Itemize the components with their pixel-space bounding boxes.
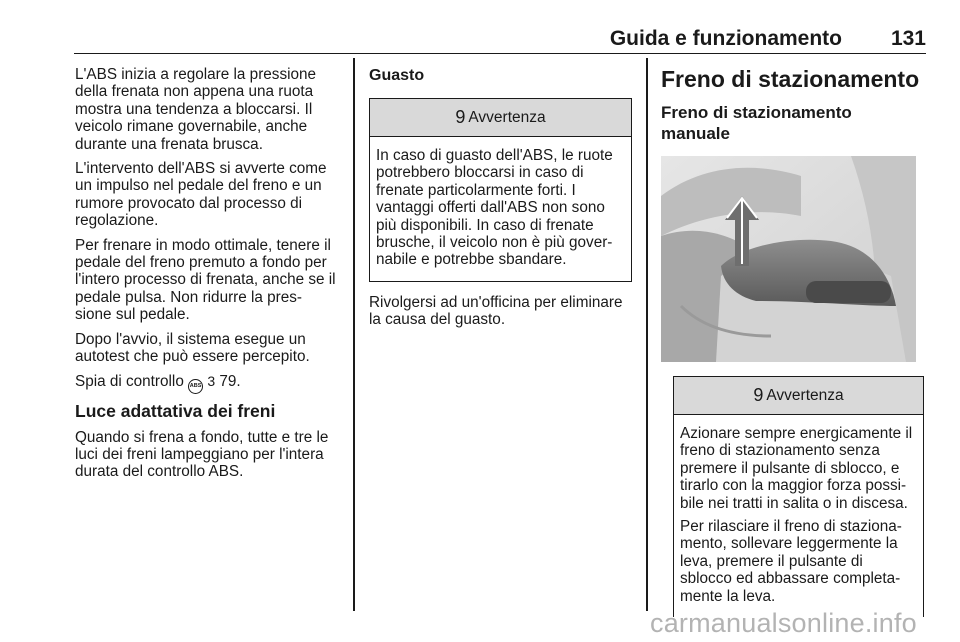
abs-warning-light-icon: ABS [188,379,203,394]
paragraph: Quando si frena a fondo, tutte e tre le luci dei freni lampeggiano per l'intera durata del controllo ABS. [75,428,329,481]
warning-text: Azionare sempre energicamente il freno di stazionamento senza premere il pulsante di sblocco, e tirarlo con la maggior forza possi- bile nei tratti in salita o in discesa. [680,425,913,512]
left-column [75,66,341,488]
warning-body [674,415,923,617]
right-column [661,66,924,617]
reference-text: Spia di controllo [75,372,184,390]
page-reference: 79. [219,372,241,390]
warning-box [369,98,632,282]
warning-title: Avvertenza [468,108,546,126]
paragraph: Dopo l'avvio, il sistema esegue un autotest che può essere percepito. [75,330,310,366]
middle-column [369,66,632,336]
header-title: Guida e funzionamento [609,27,842,50]
page-reference-symbol: 3 [207,372,216,389]
warning-triangle-icon: 9 [455,106,466,127]
paragraph: Per frenare in modo ottimale, tenere il pedale del freno premuto a fondo per l'intero processo di frenata, anche se il pedale pulsa. Non ridurre la pres- sione sul pedale. [75,236,336,324]
warning-box [673,376,924,617]
paragraph: Rivolgersi ad un'officina per eliminare la causa del guasto. [369,293,623,329]
warning-header [674,377,923,415]
page-number: 131 [890,27,926,50]
warning-text: In caso di guasto dell'ABS, le ruote potrebbero bloccarsi in caso di frenate particolarmente forti. I vantaggi offerti dall'ABS non sono più disponibili. In caso di frenate brusche, il veicolo non è più gover- nabile e potrebbe sbandare. [376,147,613,269]
section-heading: Freno di stazionamento [661,66,920,92]
watermark: carmanualsonline.info [650,608,917,638]
warning-text: Per rilasciare il freno di staziona- mento, sollevare leggermente la leva, premere il pulsante di sblocco ed abbassare completa- mente la leva. [680,518,902,605]
warning-title: Avvertenza [766,386,844,404]
warning-body [370,137,631,281]
warning-triangle-icon: 9 [753,384,764,405]
column-divider-right [646,58,648,611]
warning-header [370,99,631,137]
section-subheading: Freno di stazionamento manuale [661,103,852,143]
parking-brake-lever-photo [661,156,916,362]
column-divider-left [353,58,355,611]
paragraph: L'intervento dell'ABS si avverte come un impulso nel pedale del freno e un rumore provocato dal processo di regolazione. [75,160,327,230]
warning-light-reference [75,373,341,394]
section-heading: Luce adattativa dei freni [75,400,276,421]
section-heading: Guasto [369,67,425,84]
page-header [74,25,926,54]
paragraph: L'ABS inizia a regolare la pressione della frenata non appena una ruota mostra una tendenza a bloccarsi. Il veicolo rimane governabile, anche durante una frenata brusca. [75,66,317,153]
